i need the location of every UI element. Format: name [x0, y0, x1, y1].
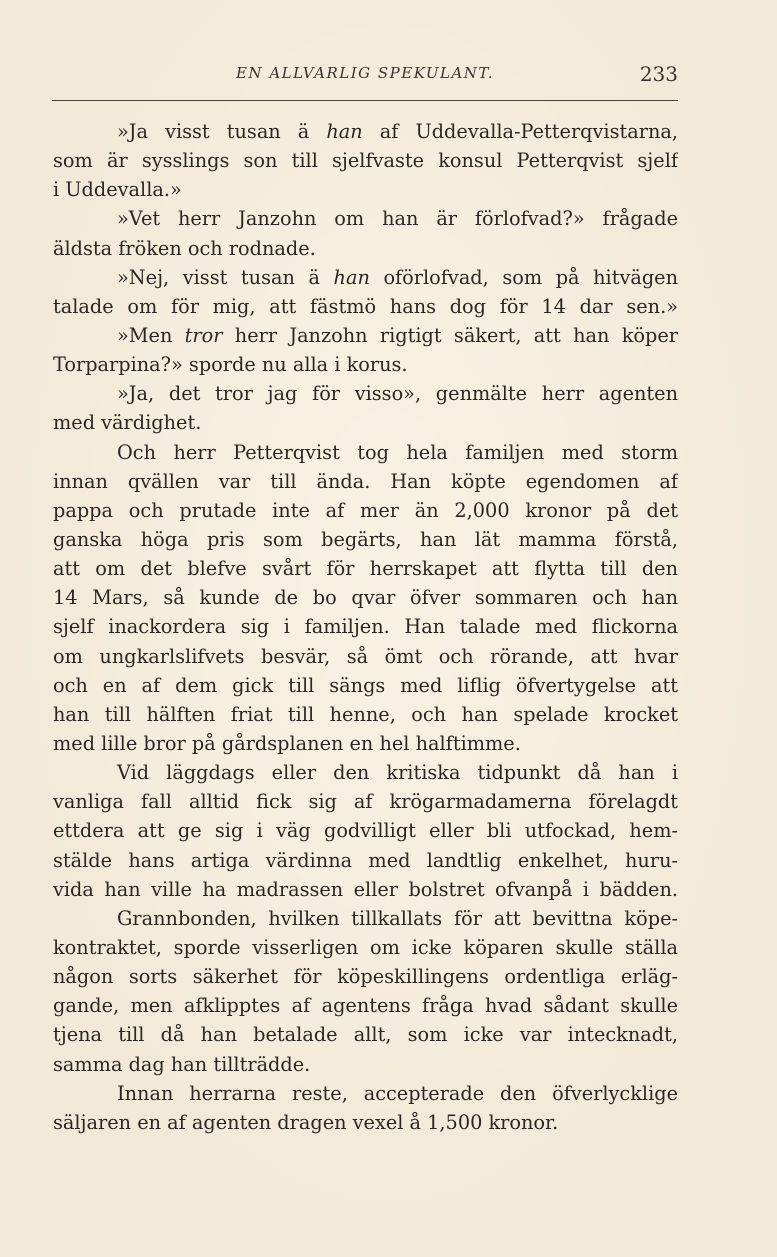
- text-segment: »Vet herr Janzohn om han är förlofvad?» frågade: [117, 207, 678, 231]
- text-line: [53, 525, 678, 554]
- text-line: [53, 1079, 678, 1108]
- text-segment: »Nej, visst tusan ä: [117, 265, 334, 289]
- text-segment: Grannbonden, hvilken tillkallats för att bevittna köpe-: [117, 906, 678, 930]
- text-line: [53, 1050, 678, 1079]
- italic-word: han: [333, 265, 370, 289]
- text-line: [53, 904, 678, 933]
- header-rule: [52, 100, 678, 101]
- text-segment: pappa och prutade inte af mer än 2,000 kronor på det: [53, 498, 678, 522]
- text-line: [53, 175, 678, 204]
- text-segment: 14 Mars, så kunde de bo qvar öfver sommaren och han: [53, 586, 678, 610]
- text-segment: tjena till då han betalade allt, som icke var intecknadt,: [53, 1023, 678, 1047]
- text-segment: »Men: [117, 323, 185, 347]
- text-segment: han till hälften friat till henne, och han spelade krocket: [53, 702, 678, 726]
- text-segment: stälde hans artiga värdinna med landtlig enkelhet, huru-: [53, 848, 678, 872]
- italic-word: tror: [184, 323, 223, 347]
- text-line: [53, 846, 678, 875]
- text-segment: i Uddevalla.»: [53, 178, 182, 202]
- text-line: [53, 554, 678, 583]
- text-line: [53, 991, 678, 1020]
- text-segment: om ungkarlslifvets besvär, så ömt och rörande, att hvar: [53, 644, 678, 668]
- text-line: [53, 1108, 678, 1137]
- text-segment: vanliga fall alltid fick sig af krögarmadamerna förelagdt: [53, 790, 678, 814]
- text-segment: vida han ville ha madrassen eller bolstret ofvanpå i bädden.: [53, 877, 678, 901]
- text-line: [53, 204, 678, 233]
- text-line: [53, 292, 678, 321]
- italic-word: han: [326, 120, 363, 143]
- text-segment: oförlofvad, som på hitvägen: [369, 265, 678, 289]
- text-line: [53, 729, 678, 758]
- text-line: [53, 321, 678, 350]
- body-text: [53, 117, 678, 1137]
- text-segment: ettdera att ge sig i väg godvilligt eller bli utfockad, hem-: [53, 819, 678, 843]
- text-line: [53, 379, 678, 408]
- text-segment: med lille bror på gårdsplanen en hel halftimme.: [53, 731, 521, 755]
- text-line: [53, 787, 678, 816]
- text-segment: gande, men afklipptes af agentens fråga hvad sådant skulle: [53, 994, 678, 1018]
- text-segment: Innan herrarna reste, accepterade den öfverlycklige: [117, 1081, 678, 1105]
- text-segment: Vid läggdags eller den kritiska tidpunkt då han i: [117, 761, 678, 785]
- text-line: [53, 671, 678, 700]
- text-segment: ganska höga pris som begärts, han lät mamma förstå,: [53, 527, 678, 551]
- text-line: [53, 933, 678, 962]
- text-line: [53, 642, 678, 671]
- text-segment: »Ja, det tror jag för visso», genmälte herr agenten: [117, 382, 678, 406]
- text-line: [53, 962, 678, 991]
- text-segment: och en af dem gick till sängs med liflig öfvertygelse att: [53, 673, 678, 697]
- text-line: [53, 700, 678, 729]
- text-segment: äldsta fröken och rodnade.: [53, 236, 316, 260]
- text-segment: att om det blefve svårt för herrskapet att flytta till den: [53, 557, 678, 581]
- text-segment: som är sysslings son till sjelfvaste konsul Petterqvist sjelf: [53, 149, 678, 173]
- text-segment: Och herr Petterqvist tog hela familjen med storm: [117, 440, 678, 464]
- text-line: [53, 467, 678, 496]
- text-line: [53, 612, 678, 641]
- text-segment: med värdighet.: [53, 411, 202, 435]
- text-line: [53, 263, 678, 292]
- text-line: [53, 496, 678, 525]
- text-segment: Torparpina?» sporde nu alla i korus.: [53, 353, 408, 377]
- text-line: [53, 146, 678, 175]
- text-line: [53, 583, 678, 612]
- text-segment: sjelf inackordera sig i familjen. Han talade med flickorna: [53, 615, 678, 639]
- text-line: [53, 117, 678, 146]
- page-number: 233: [639, 62, 678, 86]
- text-segment: »Ja visst tusan ä: [117, 120, 327, 143]
- text-line: [53, 816, 678, 845]
- text-line: [53, 438, 678, 467]
- text-line: [53, 1020, 678, 1049]
- text-line: [53, 350, 678, 379]
- text-segment: herr Janzohn rigtigt säkert, att han köper: [222, 323, 678, 347]
- text-segment: någon sorts säkerhet för köpeskillingens ordentliga erläg-: [53, 965, 678, 989]
- text-segment: säljaren en af agenten dragen vexel å 1,500 kronor.: [53, 1110, 559, 1134]
- page-header: [52, 62, 678, 90]
- text-segment: samma dag han tillträdde.: [53, 1052, 311, 1076]
- running-title: EN ALLVARLIG SPEKULANT.: [235, 64, 494, 82]
- text-segment: innan qvällen var till ända. Han köpte egendomen af: [53, 469, 678, 493]
- text-line: [53, 875, 678, 904]
- text-line: [53, 758, 678, 787]
- text-line: [53, 408, 678, 437]
- text-line: [53, 234, 678, 263]
- text-segment: talade om för mig, att fästmö hans dog för 14 dar sen.»: [53, 294, 678, 318]
- text-segment: af Uddevalla-Petterqvistarna,: [362, 120, 678, 143]
- text-segment: kontraktet, sporde visserligen om icke köparen skulle ställa: [53, 935, 678, 959]
